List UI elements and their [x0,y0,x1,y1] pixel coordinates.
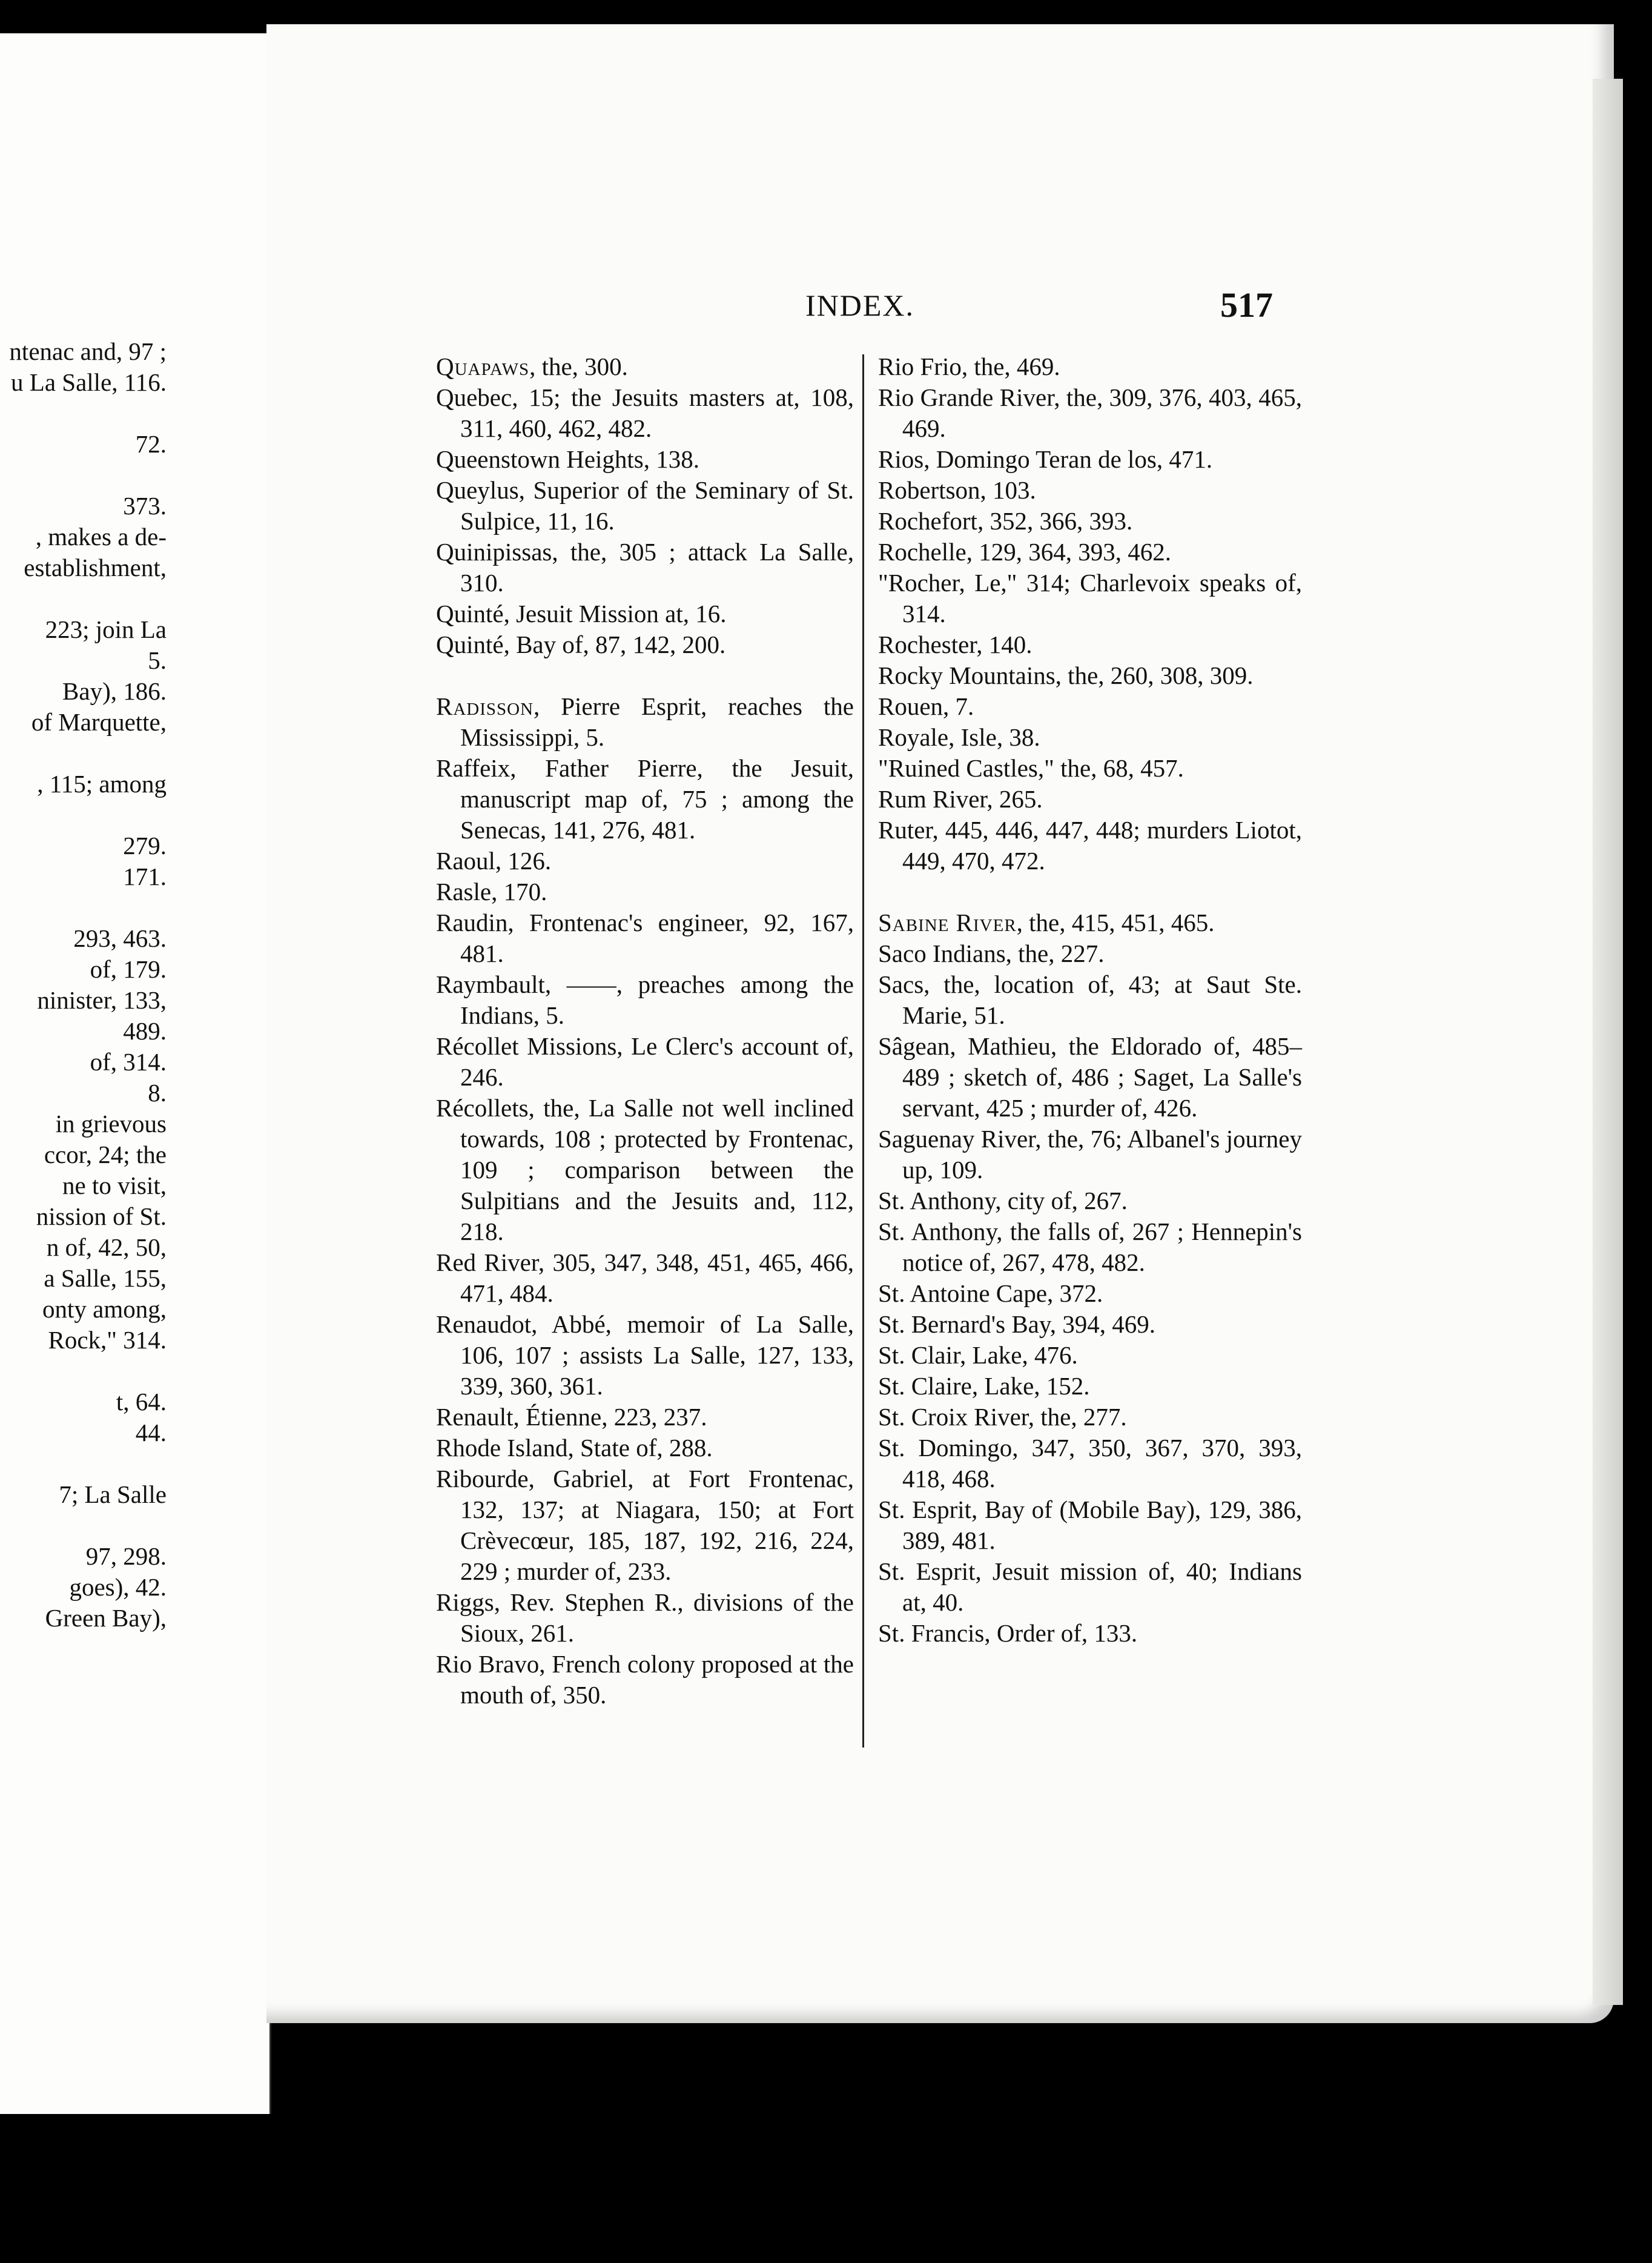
index-entry: Récollet Missions, Le Clerc's account of, 246. [436,1032,854,1091]
index-entry: Rhode Island, State of, 288. [436,1434,713,1462]
fragment-line: in grievous [55,1110,167,1138]
fragment-line [0,1356,167,1387]
index-entry: St. Domingo, 347, 350, 367, 370, 393, 418, 468. [878,1434,1302,1493]
index-entry: Rio Frio, the, 469. [878,353,1060,380]
fragment-line: u La Salle, 116. [11,368,167,396]
column-divider [862,354,864,1748]
index-entry: St. Clair, Lake, 476. [878,1341,1078,1369]
index-entry: St. Francis, Order of, 133. [878,1619,1138,1647]
index-entry: Rochefort, 352, 366, 393. [878,507,1133,535]
index-entry: Rum River, 265. [878,785,1043,813]
fragment-line: 279. [123,832,167,860]
fragment-line: Green Bay), [45,1604,167,1632]
index-entry: Renaudot, Abbé, memoir of La Salle, 106, 107 ; assists La Salle, 127, 133, 339, 360, 361. [436,1310,854,1400]
fragment-line: ne to visit, [62,1171,167,1199]
index-entry: Quinté, Jesuit Mission at, 16. [436,600,727,628]
index-entry: "Ruined Castles," the, 68, 457. [878,754,1184,782]
index-entry: Ribourde, Gabriel, at Fort Frontenac, 132, 137; at Niagara, 150; at Fort Crèvecœur, 185, 187, 192, 216, 224, 229 ; murder of, 233. [436,1465,854,1585]
fragment-line [0,800,167,830]
fragment-line [0,583,167,614]
left-page-fragment [0,33,271,2114]
section-gap [878,876,1302,907]
index-entry: Renault, Étienne, 223, 237. [436,1403,707,1431]
fragment-line: Rock," 314. [48,1326,167,1354]
index-entry: Rochelle, 129, 364, 393, 462. [878,538,1171,566]
index-entry: Saco Indians, the, 227. [878,939,1105,967]
index-column-left [436,351,854,1711]
index-entry: Sacs, the, location of, 43; at Saut Ste. Marie, 51. [878,970,1302,1029]
fragment-line: t, 64. [116,1388,167,1416]
entry-text: , Pierre Esprit, reaches the Mississippi, 5. [460,692,854,751]
index-entry [878,907,1302,938]
index-entry: St. Antoine Cape, 372. [878,1279,1103,1307]
fragment-line: ccor, 24; the [44,1141,167,1168]
index-entry: Queenstown Heights, 138. [436,445,700,473]
fragment-line: 5. [148,646,167,674]
fragment-line [0,1510,167,1541]
index-column-right [878,351,1302,1649]
index-entry: Quebec, 15; the Jesuits masters at, 108, 311, 460, 462, 482. [436,383,854,442]
fragment-line: 293, 463. [73,924,167,952]
index-entry: Rio Bravo, French colony proposed at the mouth of, 350. [436,1650,854,1709]
fragment-line [0,1448,167,1479]
fragment-line: 8. [148,1079,167,1107]
fragment-line: 7; La Salle [59,1480,167,1508]
index-entry: St. Bernard's Bay, 394, 469. [878,1310,1155,1338]
index-entry: St. Anthony, city of, 267. [878,1187,1128,1214]
index-entry: Raffeix, Father Pierre, the Jesuit, manuscript map of, 75 ; among the Senecas, 141, 276, 481. [436,754,854,844]
index-entry: Rocky Mountains, the, 260, 308, 309. [878,661,1254,689]
fragment-line: onty among, [42,1295,167,1323]
fragment-line: 72. [135,430,167,458]
index-entry: Quinté, Bay of, 87, 142, 200. [436,631,726,658]
index-entry: Récollets, the, La Salle not well inclined towards, 108 ; protected by Frontenac, 109 ; comparison between the Sulpitians and the Jesuits and, 112, 218. [436,1094,854,1245]
index-entry: Rouen, 7. [878,692,974,720]
fragment-line: nission of St. [36,1202,167,1230]
index-entry: Raoul, 126. [436,847,552,875]
left-page-text [0,336,167,1634]
fragment-line: ntenac and, 97 ; [9,337,167,365]
fragment-line: , 115; among [37,770,167,798]
fragment-line: of Marquette, [31,708,167,736]
fragment-line [0,892,167,923]
index-entry: St. Esprit, Bay of (Mobile Bay), 129, 386, 389, 481. [878,1496,1302,1554]
section-gap [436,660,854,691]
index-entry: Red River, 305, 347, 348, 451, 465, 466, 471, 484. [436,1248,854,1307]
fragment-line [0,398,167,429]
entry-text: , the, 415, 451, 465. [1016,909,1215,936]
page-edge [1593,79,1623,2005]
fragment-line: ninister, 133, [37,986,167,1014]
fragment-line [0,460,167,491]
entry-heading: Quapaws [436,353,530,380]
index-entry: Rasle, 170. [436,878,547,906]
fragment-line: 171. [123,863,167,890]
fragment-line: Bay), 186. [62,677,167,705]
entry-heading: Sabine River [878,909,1017,936]
index-entry: Saguenay River, the, 76; Albanel's journey up, 109. [878,1125,1302,1184]
fragment-line: establishment, [24,554,167,581]
index-entry [436,351,854,382]
index-entry: St. Croix River, the, 277. [878,1403,1127,1431]
running-head: INDEX. [805,288,915,322]
fragment-line: of, 314. [90,1048,167,1076]
fragment-line [0,738,167,769]
fragment-line: 97, 298. [85,1542,167,1570]
index-entry: Riggs, Rev. Stephen R., divisions of the Sioux, 261. [436,1588,854,1647]
fragment-line: , makes a de- [35,523,167,551]
fragment-line: 489. [123,1017,167,1045]
fragment-line: goes), 42. [69,1573,167,1601]
index-entry: Quinipissas, the, 305 ; attack La Salle, 310. [436,538,854,597]
index-entry: Ruter, 445, 446, 447, 448; murders Liotot, 449, 470, 472. [878,816,1302,875]
fragment-line: 44. [135,1419,167,1446]
fragment-line: n of, 42, 50, [46,1233,167,1261]
index-entry: Rochester, 140. [878,631,1032,658]
page-number: 517 [1220,285,1273,325]
index-entry: St. Anthony, the falls of, 267 ; Hennepin's notice of, 267, 478, 482. [878,1218,1302,1276]
index-entry: Royale, Isle, 38. [878,723,1040,751]
index-entry: Rio Grande River, the, 309, 376, 403, 465, 469. [878,383,1302,442]
index-entry: Raudin, Frontenac's engineer, 92, 167, 481. [436,909,854,967]
entry-heading: Radisson [436,692,534,720]
index-entry: St. Esprit, Jesuit mission of, 40; Indians at, 40. [878,1557,1302,1616]
fragment-line: 223; join La [45,615,167,643]
index-entry: Robertson, 103. [878,476,1036,504]
fragment-line: 373. [123,492,167,520]
index-entry: St. Claire, Lake, 152. [878,1372,1090,1400]
index-entry: Raymbault, ——, preaches among the Indians, 5. [436,970,854,1029]
index-entry [436,691,854,753]
index-entry: Queylus, Superior of the Seminary of St. Sulpice, 11, 16. [436,476,854,535]
entry-text: , the, 300. [529,353,628,380]
index-entry: Rios, Domingo Teran de los, 471. [878,445,1213,473]
index-entry: "Rocher, Le," 314; Charlevoix speaks of, 314. [878,569,1302,628]
index-entry: Sâgean, Mathieu, the Eldorado of, 485–489 ; sketch of, 486 ; Saget, La Salle's servant, 425 ; murder of, 426. [878,1032,1302,1122]
fragment-line: of, 179. [90,955,167,983]
fragment-line: a Salle, 155, [44,1264,167,1292]
